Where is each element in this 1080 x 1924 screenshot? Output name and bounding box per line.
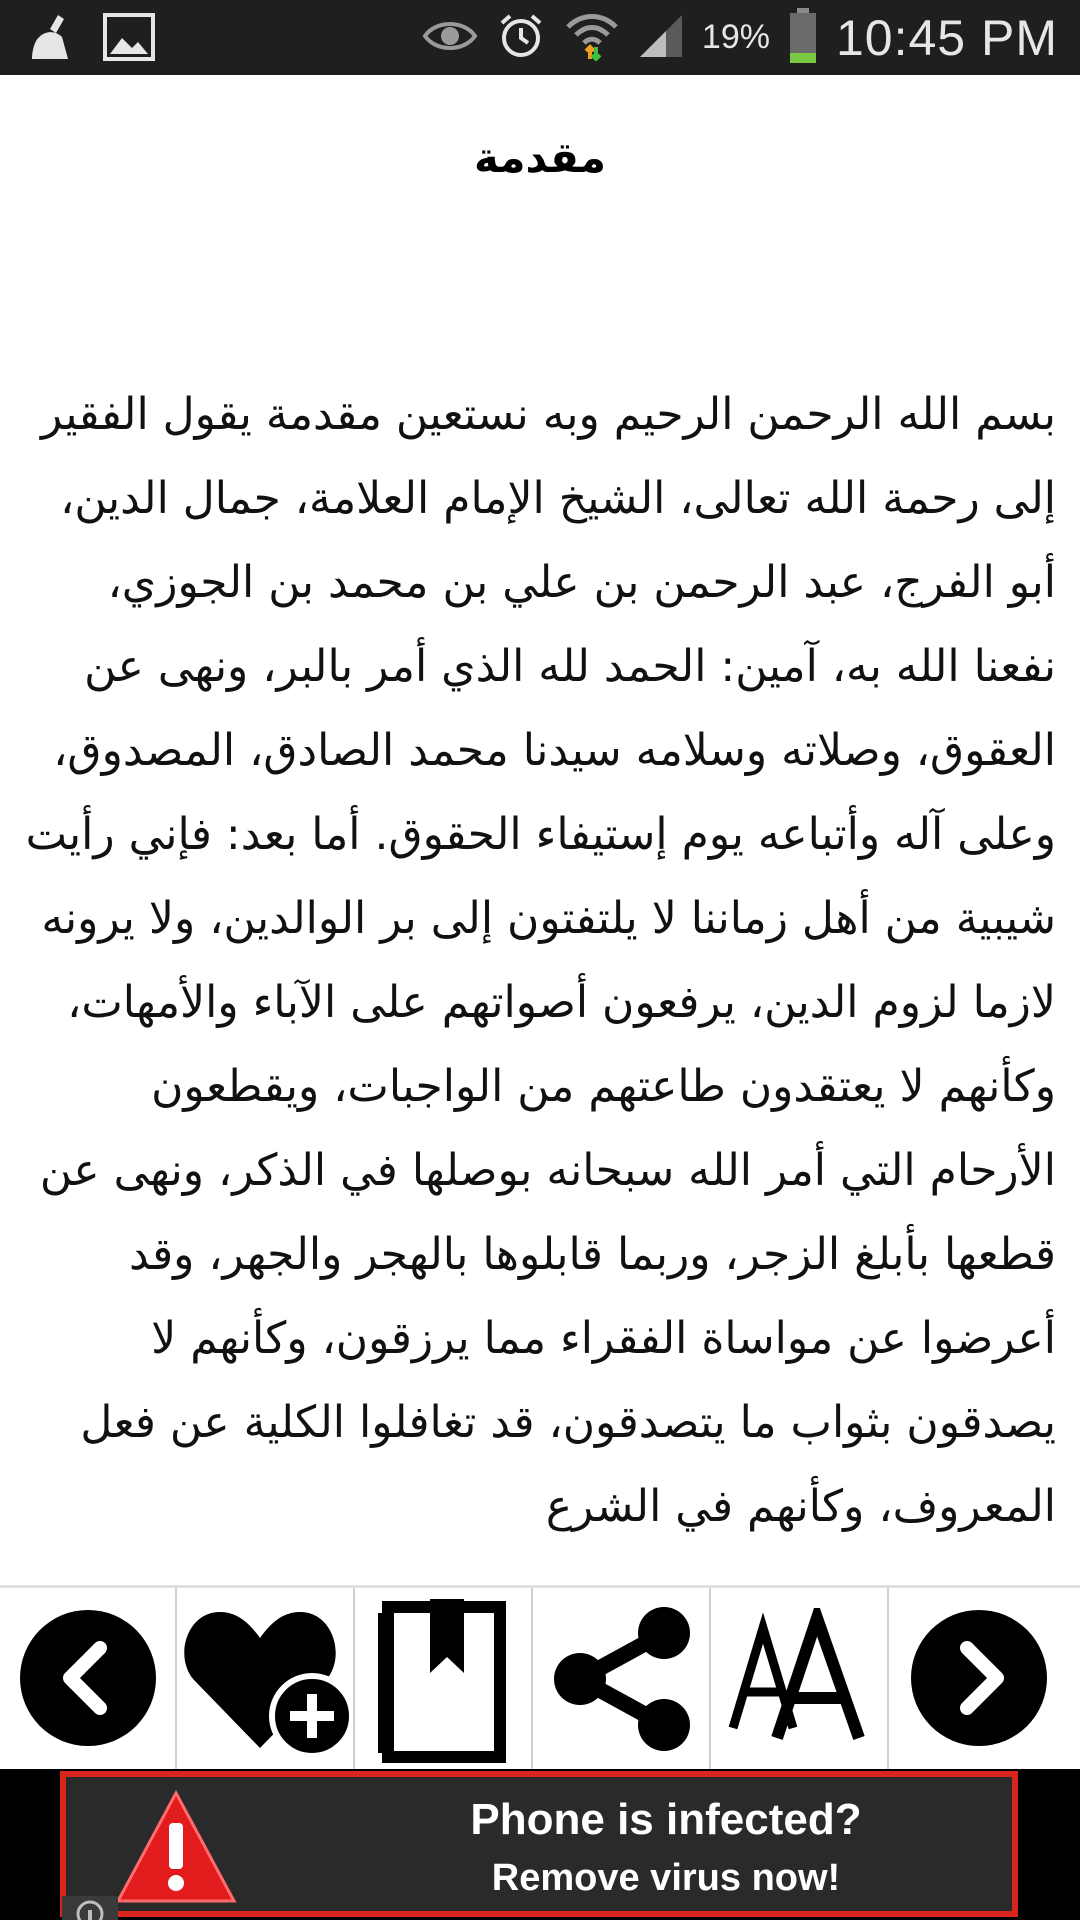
ad-subheadline: Remove virus now!	[491, 1857, 841, 1899]
bookmark-button[interactable]	[356, 1588, 533, 1772]
chevron-right-icon	[909, 1608, 1049, 1752]
share-icon	[542, 1603, 702, 1757]
ad-area	[0, 1769, 1080, 1920]
chevron-left-icon	[18, 1608, 158, 1752]
ad-headline: Phone is infected?	[470, 1795, 862, 1844]
signal-icon	[638, 13, 684, 63]
ad-banner[interactable]	[60, 1771, 1018, 1917]
reader-content[interactable]	[0, 75, 1080, 1585]
image-icon	[102, 10, 156, 68]
font-size-icon	[725, 1608, 875, 1752]
battery-percent: 19%	[701, 18, 770, 56]
info-icon[interactable]	[62, 1896, 118, 1920]
clock: 10:45 PM	[835, 9, 1058, 66]
heart-plus-icon	[180, 1598, 352, 1762]
battery-icon	[788, 8, 818, 68]
status-bar	[0, 0, 1080, 75]
wifi-icon	[564, 11, 620, 65]
eye-icon	[422, 16, 478, 60]
next-button[interactable]	[890, 1588, 1067, 1772]
add-favorite-button[interactable]	[178, 1588, 355, 1772]
bookmark-icon	[374, 1593, 514, 1767]
bottom-toolbar	[0, 1585, 1080, 1772]
warning-icon	[114, 1789, 238, 1909]
font-size-button[interactable]	[712, 1588, 889, 1772]
broom-icon	[28, 11, 80, 67]
previous-button[interactable]	[0, 1588, 177, 1772]
alarm-icon	[496, 11, 546, 65]
page-title: مقدمة	[474, 133, 606, 182]
share-button[interactable]	[534, 1588, 711, 1772]
page-body-text: بسم الله الرحمن الرحيم وبه نستعين مقدمة يقول الفقير إلى رحمة الله تعالى، الشيخ الإمام العلامة، جمال الدين، أبو الفرج، عبد الرحمن بن علي بن محمد بن الجوزي، نفعنا الله به، آمين: الحمد لله الذي أمر بالبر، ونهى عن العقوق، وصلاته وسلامه سيدنا محمد الصادق، المصدوق، وعلى آله وأتباعه يوم إستيفاء الحقوق. أما بعد: فإني رأيت شيبية من أهل زماننا لا يلتفتون إلى بر الوالدين، ولا يرونه لازما لزوم الدين، يرفعون أصواتهم على الآباء والأمهات، وكأنهم لا يعتقدون طاعتهم من الواجبات، ويقطعون الأرحام التي أمر الله سبحانه بوصلها في الذكر، ونهى عن قطعها بأبلغ الزجر، وربما قابلوها بالهجر والجهر، وقد أعرضوا عن مواساة الفقراء مما يرزقون، وكأنهم لا يصدقون بثواب ما يتصدقون، قد تغافلوا الكلية عن فعل المعروف، وكأنهم في الشرع	[25, 389, 1056, 1532]
